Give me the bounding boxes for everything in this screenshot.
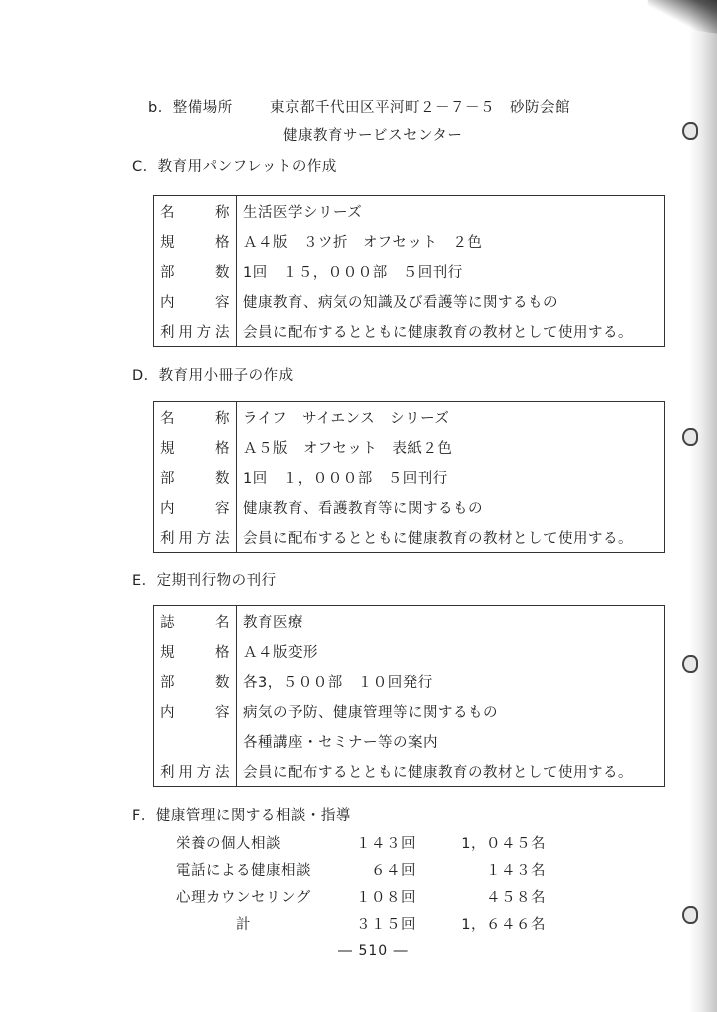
table-row <box>154 286 665 316</box>
stat-label: 電話による健康相談 <box>176 863 311 879</box>
row-value: 生活医学シリーズ <box>243 204 363 221</box>
stat-label: 計 <box>236 917 251 933</box>
row-label: 部数 <box>154 256 237 286</box>
table-row <box>154 666 665 696</box>
row-label: 内容 <box>154 492 237 522</box>
page-corner-shadow <box>645 0 717 36</box>
stat-label: 栄養の個人相談 <box>176 836 281 852</box>
list-item <box>176 886 576 913</box>
section-f-heading: F．健康管理に関する相談・指導 <box>132 808 351 824</box>
section-d-heading: D．教育用小冊子の作成 <box>132 368 294 384</box>
row-value: 1回 １５，０００部 ５回刊行 <box>243 264 463 281</box>
table-row <box>154 492 665 522</box>
stat-count: １４３回 <box>356 836 416 852</box>
stat-people: １４３名 <box>486 863 546 879</box>
row-value: 1回 １，０００部 ５回刊行 <box>243 470 448 487</box>
list-item-total <box>176 913 576 940</box>
section-e-heading: E．定期刊行物の刊行 <box>132 573 277 589</box>
row-label: 規格 <box>154 432 237 462</box>
row-label: 名称 <box>154 402 237 433</box>
row-value: Ａ４版変形 <box>243 644 318 661</box>
page-edge-shadow <box>689 0 717 1012</box>
binder-hole <box>682 122 698 140</box>
row-label: 規格 <box>154 636 237 666</box>
table-row <box>154 316 665 347</box>
row-value: 教育医療 <box>243 614 303 631</box>
row-value: 各種講座・セミナー等の案内 <box>243 734 438 751</box>
row-value: 各3，５００部 １０回発行 <box>243 674 433 691</box>
row-value: 健康教育、病気の知識及び看護等に関するもの <box>243 294 558 311</box>
binder-hole <box>682 428 698 446</box>
binder-hole <box>682 655 698 673</box>
stat-label: 心理カウンセリング <box>176 890 311 906</box>
table-row <box>154 256 665 286</box>
section-e-table <box>153 605 665 787</box>
binder-hole <box>682 906 698 924</box>
row-label: 利用方法 <box>154 316 237 347</box>
stat-count: ３１５回 <box>356 917 416 933</box>
row-label <box>154 726 237 756</box>
stat-people: ４５８名 <box>486 890 546 906</box>
row-label: 部数 <box>154 666 237 696</box>
stat-count: ６４回 <box>371 863 416 879</box>
table-row <box>154 196 665 227</box>
row-value: Ａ４版 ３ツ折 オフセット ２色 <box>243 234 483 251</box>
table-row <box>154 432 665 462</box>
row-value: ライフ サイエンス シリーズ <box>243 410 450 427</box>
stat-people: 1，０４５名 <box>461 836 546 852</box>
section-d-table <box>153 401 665 553</box>
table-row <box>154 402 665 433</box>
row-label: 規格 <box>154 226 237 256</box>
row-label: 利用方法 <box>154 522 237 553</box>
table-row <box>154 696 665 726</box>
row-value: 病気の予防、健康管理等に関するもの <box>243 704 498 721</box>
location-facility: 健康教育サービスセンター <box>283 128 463 144</box>
row-label: 名称 <box>154 196 237 227</box>
location-address: 東京都千代田区平河町２－７－５ 砂防会館 <box>270 100 570 116</box>
table-row <box>154 462 665 492</box>
consultation-stats <box>176 832 576 940</box>
row-value: 健康教育、看護教育等に関するもの <box>243 500 483 517</box>
table-row <box>154 522 665 553</box>
row-label: 誌名 <box>154 606 237 637</box>
row-value: 会員に配布するとともに健康教育の教材として使用する。 <box>243 324 633 341</box>
table-row <box>154 606 665 637</box>
list-item <box>176 859 576 886</box>
location-label: b．整備場所 <box>148 100 233 116</box>
row-label: 内容 <box>154 286 237 316</box>
row-label: 部数 <box>154 462 237 492</box>
table-row <box>154 756 665 787</box>
section-c-heading: C．教育用パンフレットの作成 <box>132 159 337 175</box>
table-row <box>154 226 665 256</box>
table-row <box>154 726 665 756</box>
section-c-table <box>153 195 665 347</box>
stat-count: １０８回 <box>356 890 416 906</box>
row-label: 内容 <box>154 696 237 726</box>
row-value: 会員に配布するとともに健康教育の教材として使用する。 <box>243 764 633 781</box>
row-value: 会員に配布するとともに健康教育の教材として使用する。 <box>243 530 633 547</box>
stat-people: 1，６４６名 <box>461 917 546 933</box>
list-item <box>176 832 576 859</box>
row-value: Ａ５版 オフセット 表紙２色 <box>243 440 453 457</box>
page-number: ― 510 ― <box>338 943 409 959</box>
table-row <box>154 636 665 666</box>
row-label: 利用方法 <box>154 756 237 787</box>
